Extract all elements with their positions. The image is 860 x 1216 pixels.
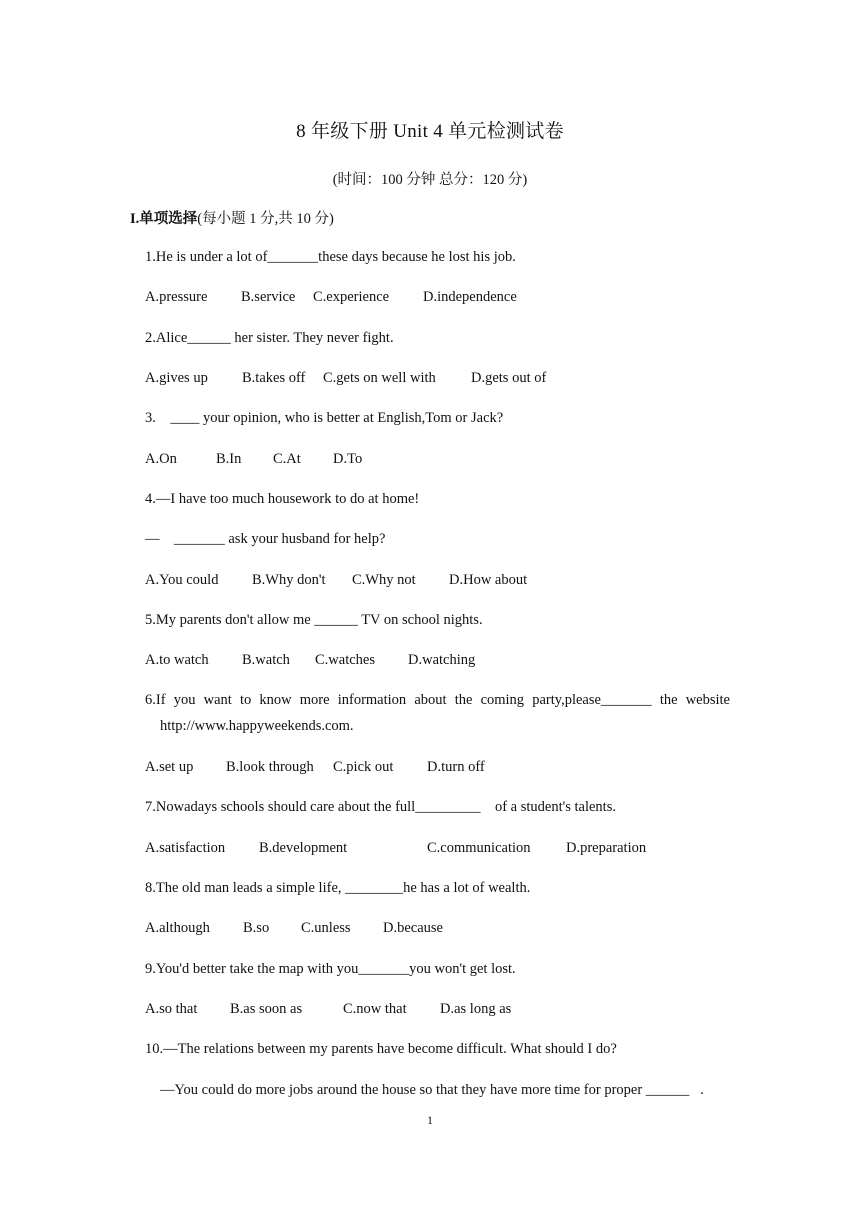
option-b: B.so xyxy=(243,920,270,936)
option-a: A.so that xyxy=(145,1001,198,1017)
exam-info: (时间：100 分钟 总分：120 分) xyxy=(332,172,528,188)
option-b: B.development xyxy=(259,840,348,856)
option-a: A.pressure xyxy=(145,289,208,305)
question-10-stem-reply: —You could do more jobs around the house so that they have more time for proper ______ . xyxy=(160,1082,704,1098)
question-9-stem: 9.You'd better take the map with you_______you won't get lost. xyxy=(145,961,516,977)
option-c: C.now that xyxy=(343,1001,407,1017)
question-7-stem: 7.Nowadays schools should care about the full_________ of a student's talents. xyxy=(145,799,616,815)
option-b: B.watch xyxy=(242,652,290,668)
option-a: A.set up xyxy=(145,759,194,775)
option-b: B.service xyxy=(241,289,296,305)
option-b: B.look through xyxy=(226,759,314,775)
option-c: C.communication xyxy=(427,840,531,856)
option-a: A.gives up xyxy=(145,370,208,386)
option-d: D.independence xyxy=(423,289,517,305)
question-2-stem: 2.Alice______ her sister. They never fight. xyxy=(145,330,394,346)
option-a: A.to watch xyxy=(145,652,209,668)
question-6-stem-url: http://www.happyweekends.com. xyxy=(160,718,354,734)
option-d: D.To xyxy=(333,451,363,467)
section-heading xyxy=(130,207,334,228)
question-5-stem: 5.My parents don't allow me ______ TV on school nights. xyxy=(145,612,483,628)
option-a: A.although xyxy=(145,920,210,936)
section-heading-bold: I.单项选择 xyxy=(130,211,198,227)
page-number: 1 xyxy=(427,1113,433,1127)
question-8-stem: 8.The old man leads a simple life, ________he has a lot of wealth. xyxy=(145,880,531,896)
question-10-stem: 10.—The relations between my parents have become difficult. What should I do? xyxy=(145,1041,617,1057)
question-6-stem: 6.If you want to know more information about the coming party,please_______ the website xyxy=(145,692,730,708)
option-c: C.gets on well with xyxy=(323,370,436,386)
option-c: C.unless xyxy=(301,920,351,936)
question-4-stem-reply: — _______ ask your husband for help? xyxy=(145,531,386,547)
option-d: D.How about xyxy=(449,572,528,588)
question-3-stem: 3. ____ your opinion, who is better at English,Tom or Jack? xyxy=(145,410,504,426)
option-d: D.because xyxy=(383,920,443,936)
question-4-stem: 4.—I have too much housework to do at home! xyxy=(145,491,420,507)
question-1-stem: 1.He is under a lot of_______these days because he lost his job. xyxy=(145,249,516,265)
option-d: D.watching xyxy=(408,652,476,668)
option-c: C.watches xyxy=(315,652,375,668)
option-d: D.as long as xyxy=(440,1001,512,1017)
option-a: A.satisfaction xyxy=(145,840,226,856)
option-d: D.gets out of xyxy=(471,370,547,386)
option-c: C.pick out xyxy=(333,759,394,775)
option-c: C.experience xyxy=(313,289,390,305)
option-a: A.On xyxy=(145,451,177,467)
option-d: D.turn off xyxy=(427,759,485,775)
option-a: A.You could xyxy=(145,572,219,588)
option-b: B.as soon as xyxy=(230,1001,303,1017)
option-c: C.At xyxy=(273,451,301,467)
page-title: 8 年级下册 Unit 4 单元检测试卷 xyxy=(296,121,564,142)
option-b: B.takes off xyxy=(242,370,306,386)
option-b: B.In xyxy=(216,451,242,467)
option-b: B.Why don't xyxy=(252,572,326,588)
option-c: C.Why not xyxy=(352,572,416,588)
option-d: D.preparation xyxy=(566,840,647,856)
section-heading-note: (每小题 1 分,共 10 分) xyxy=(197,211,334,227)
